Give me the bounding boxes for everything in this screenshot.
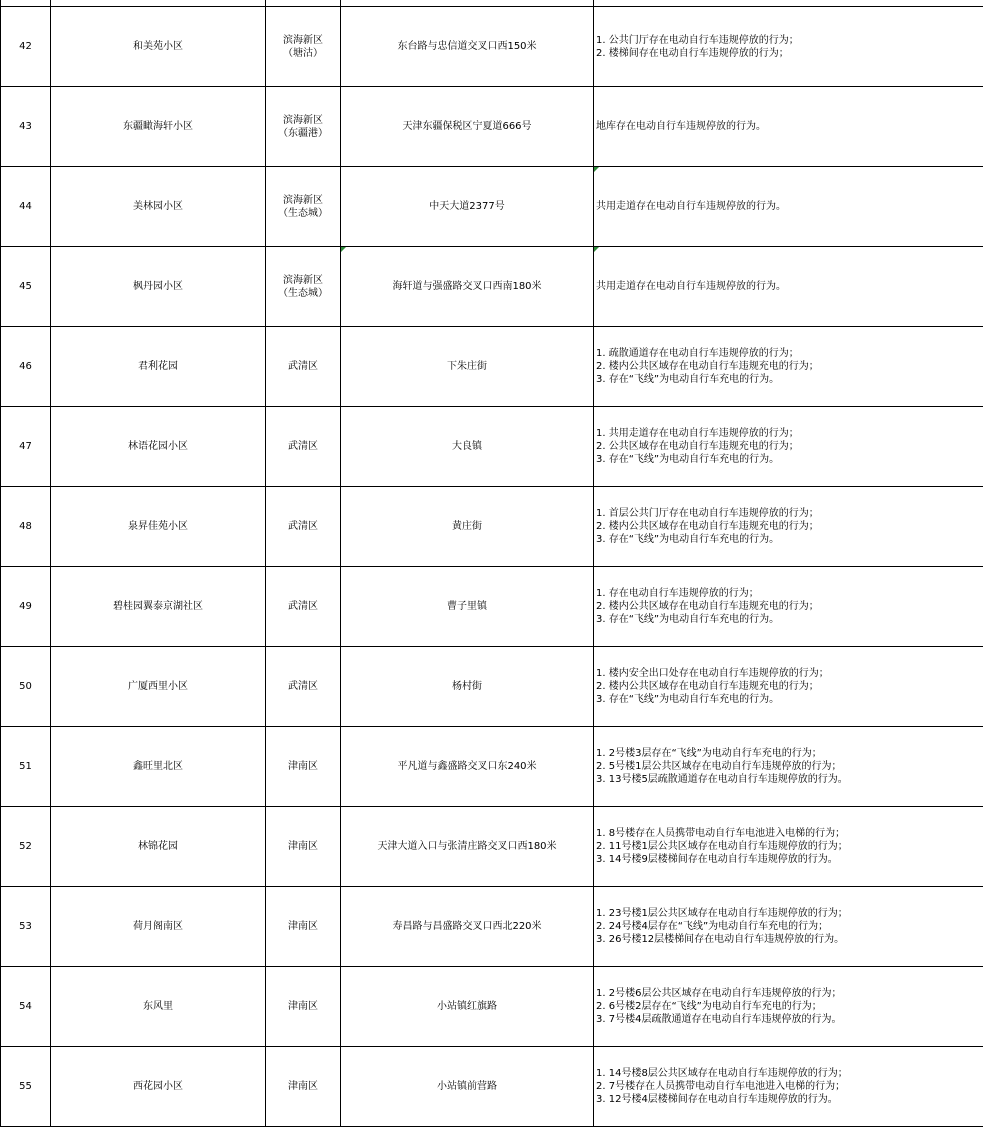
row-number-cell[interactable]: 48 — [1, 487, 51, 567]
district-cell[interactable]: 滨海新区 （生态城） — [266, 247, 341, 327]
issues-cell[interactable]: 1. 共用走道存在电动自行车违规停放的行为； 2. 公共区域存在电动自行车违规充电的行为； 3. 存在“飞线”为电动自行车充电的行为。 — [594, 407, 983, 487]
address-cell[interactable]: 天津东疆保税区宁夏道666号 — [341, 87, 594, 167]
address-cell[interactable]: 海轩道与强盛路交叉口西南180米 — [341, 247, 594, 327]
community-name-cell[interactable]: 荷月阁南区 — [51, 887, 266, 967]
table-body — [1, 0, 983, 1127]
district-cell[interactable]: 武清区 — [266, 327, 341, 407]
community-name-cell[interactable]: 西花园小区 — [51, 1047, 266, 1127]
district-cell[interactable]: 武清区 — [266, 647, 341, 727]
table-row — [1, 967, 983, 1047]
address-cell[interactable]: 大良镇 — [341, 407, 594, 487]
address-cell[interactable]: 下朱庄街 — [341, 327, 594, 407]
community-name-cell[interactable]: 林语花园小区 — [51, 407, 266, 487]
district-cell[interactable]: 武清区 — [266, 567, 341, 647]
issues-cell[interactable]: 1. 公共门厅存在电动自行车违规停放的行为； 2. 楼梯间存在电动自行车违规停放的行为； — [594, 7, 983, 87]
table-row — [1, 87, 983, 167]
row-number-cell[interactable]: 42 — [1, 7, 51, 87]
table-row — [1, 7, 983, 87]
issues-cell[interactable]: 1. 楼内安全出口处存在电动自行车违规停放的行为； 2. 楼内公共区域存在电动自行车违规充电的行为； 3. 存在“飞线”为电动自行车充电的行为。 — [594, 647, 983, 727]
community-name-cell[interactable]: 泉昇佳苑小区 — [51, 487, 266, 567]
community-name-cell[interactable]: 东风里 — [51, 967, 266, 1047]
table-row — [1, 727, 983, 807]
district-cell[interactable]: 津南区 — [266, 967, 341, 1047]
address-cell[interactable]: 平凡道与鑫盛路交叉口东240米 — [341, 727, 594, 807]
issues-cell[interactable]: 共用走道存在电动自行车违规停放的行为。 — [594, 167, 983, 247]
community-name-cell[interactable]: 东疆瞰海轩小区 — [51, 87, 266, 167]
address-cell[interactable]: 天津大道入口与张清庄路交叉口西180米 — [341, 807, 594, 887]
table-row — [1, 647, 983, 727]
community-name-cell[interactable]: 枫丹园小区 — [51, 247, 266, 327]
address-cell[interactable]: 中天大道2377号 — [341, 167, 594, 247]
address-cell[interactable]: 曹子里镇 — [341, 567, 594, 647]
issues-cell[interactable]: 1. 2号楼6层公共区域存在电动自行车违规停放的行为； 2. 6号楼2层存在“飞线”为电动自行车充电的行为； 3. 7号楼4层疏散通道存在电动自行车违规停放的行为。 — [594, 967, 983, 1047]
row-number-cell[interactable]: 47 — [1, 407, 51, 487]
row-number-cell[interactable]: 51 — [1, 727, 51, 807]
table-row — [1, 887, 983, 967]
issues-cell[interactable]: 1. 8号楼存在人员携带电动自行车电池进入电梯的行为； 2. 11号楼1层公共区域存在电动自行车违规停放的行为； 3. 14号楼9层楼梯间存在电动自行车违规停放的行为。 — [594, 807, 983, 887]
community-name-cell[interactable]: 林锦花园 — [51, 807, 266, 887]
row-number-cell[interactable]: 53 — [1, 887, 51, 967]
address-cell[interactable]: 杨村街 — [341, 647, 594, 727]
address-cell[interactable]: 东台路与忠信道交叉口西150米 — [341, 7, 594, 87]
table-row — [1, 487, 983, 567]
issues-cell[interactable]: 1. 2号楼3层存在“飞线”为电动自行车充电的行为； 2. 5号楼1层公共区域存在电动自行车违规停放的行为； 3. 13号楼5层疏散通道存在电动自行车违规停放的行为。 — [594, 727, 983, 807]
table-row — [1, 167, 983, 247]
issues-cell[interactable]: 1. 存在电动自行车违规停放的行为； 2. 楼内公共区域存在电动自行车违规充电的行为； 3. 存在“飞线”为电动自行车充电的行为。 — [594, 567, 983, 647]
issues-cell[interactable]: 1. 23号楼1层公共区域存在电动自行车违规停放的行为； 2. 24号楼4层存在“飞线”为电动自行车充电的行为； 3. 26号楼12层楼梯间存在电动自行车违规停放的行为。 — [594, 887, 983, 967]
table-row — [1, 807, 983, 887]
address-cell[interactable]: 黄庄街 — [341, 487, 594, 567]
district-cell[interactable]: 津南区 — [266, 807, 341, 887]
issues-cell[interactable]: 1. 14号楼8层公共区域存在电动自行车违规停放的行为； 2. 7号楼存在人员携带电动自行车电池进入电梯的行为； 3. 12号楼4层楼梯间存在电动自行车违规停放的行为。 — [594, 1047, 983, 1127]
community-name-cell[interactable]: 君利花园 — [51, 327, 266, 407]
row-number-cell[interactable]: 54 — [1, 967, 51, 1047]
table-row — [1, 567, 983, 647]
issues-cell[interactable]: 地库存在电动自行车违规停放的行为。 — [594, 87, 983, 167]
community-name-cell[interactable]: 碧桂园翼泰京湖社区 — [51, 567, 266, 647]
table-row — [1, 247, 983, 327]
community-name-cell[interactable]: 美林园小区 — [51, 167, 266, 247]
row-number-cell[interactable]: 44 — [1, 167, 51, 247]
table-row — [1, 327, 983, 407]
row-number-cell[interactable]: 45 — [1, 247, 51, 327]
row-number-cell[interactable]: 52 — [1, 807, 51, 887]
row-number-cell[interactable]: 43 — [1, 87, 51, 167]
district-cell[interactable]: 武清区 — [266, 407, 341, 487]
row-number-cell[interactable]: 46 — [1, 327, 51, 407]
table-row — [1, 1047, 983, 1127]
address-cell[interactable]: 小站镇前营路 — [341, 1047, 594, 1127]
district-cell[interactable]: 滨海新区 （生态城） — [266, 167, 341, 247]
district-cell[interactable]: 津南区 — [266, 727, 341, 807]
district-cell[interactable]: 津南区 — [266, 887, 341, 967]
district-cell[interactable]: 滨海新区 （塘沽） — [266, 7, 341, 87]
row-number-cell[interactable]: 55 — [1, 1047, 51, 1127]
issues-cell[interactable]: 共用走道存在电动自行车违规停放的行为。 — [594, 247, 983, 327]
community-name-cell[interactable]: 鑫旺里北区 — [51, 727, 266, 807]
address-cell[interactable]: 寿昌路与昌盛路交叉口西北220米 — [341, 887, 594, 967]
district-cell[interactable]: 津南区 — [266, 1047, 341, 1127]
table-row — [1, 407, 983, 487]
issues-cell[interactable]: 1. 首层公共门厅存在电动自行车违规停放的行为； 2. 楼内公共区域存在电动自行车违规充电的行为； 3. 存在“飞线”为电动自行车充电的行为。 — [594, 487, 983, 567]
community-name-cell[interactable]: 广厦西里小区 — [51, 647, 266, 727]
district-cell[interactable]: 滨海新区 （东疆港） — [266, 87, 341, 167]
community-name-cell[interactable]: 和美苑小区 — [51, 7, 266, 87]
issues-cell[interactable]: 1. 疏散通道存在电动自行车违规停放的行为； 2. 楼内公共区域存在电动自行车违规充电的行为； 3. 存在“飞线”为电动自行车充电的行为。 — [594, 327, 983, 407]
row-number-cell[interactable]: 49 — [1, 567, 51, 647]
address-cell[interactable]: 小站镇红旗路 — [341, 967, 594, 1047]
row-number-cell[interactable]: 50 — [1, 647, 51, 727]
district-cell[interactable]: 武清区 — [266, 487, 341, 567]
